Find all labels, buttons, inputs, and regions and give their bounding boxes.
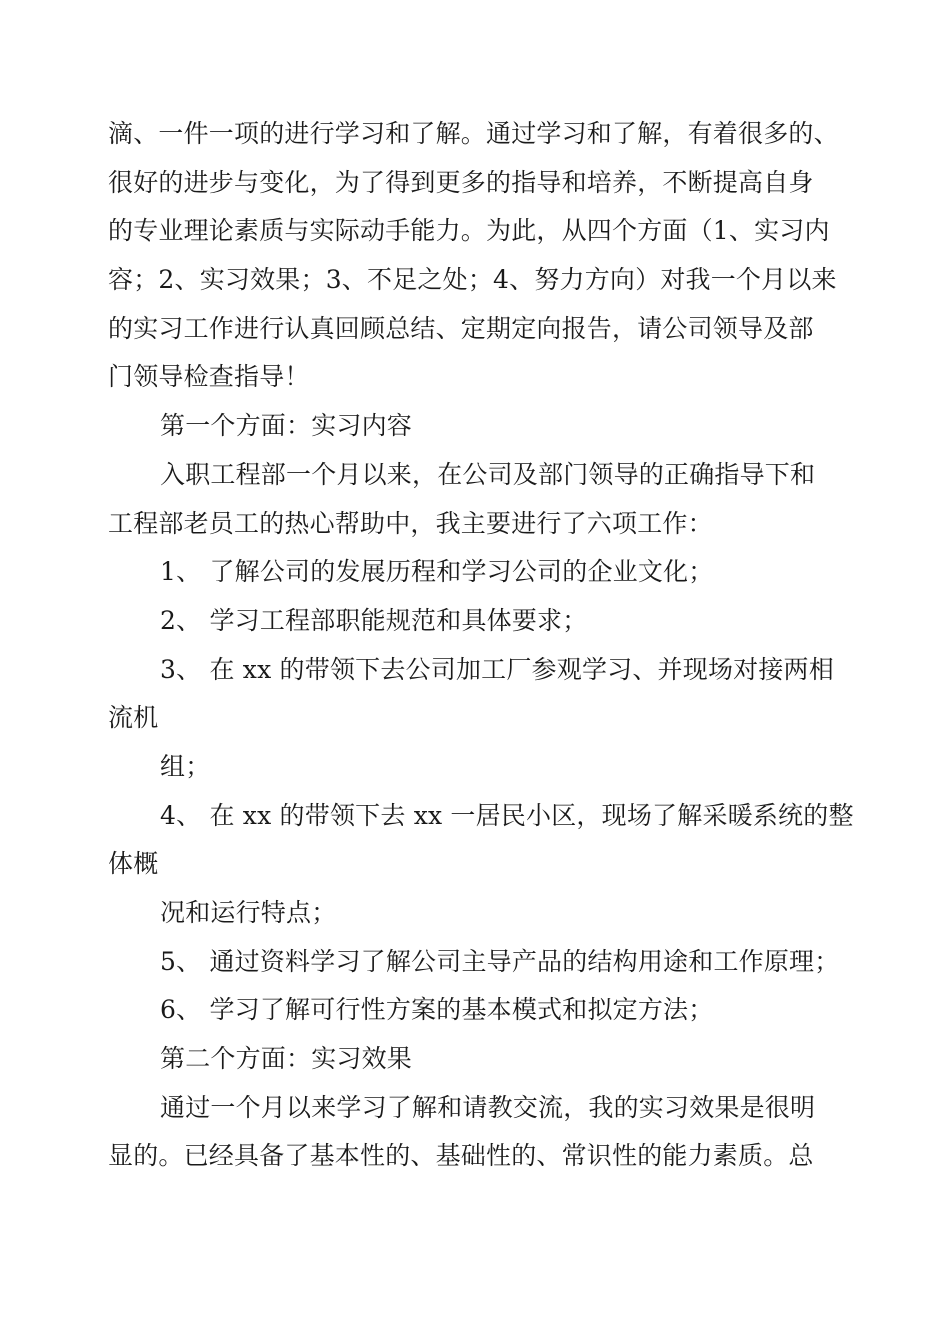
text-line: 滴、一件一项的进行学习和了解。通过学习和了解，有着很多的、 xyxy=(108,119,839,148)
text-line: 6、 学习了解可行性方案的基本模式和拟定方法； xyxy=(160,995,714,1025)
text-line: 流机 xyxy=(108,703,159,733)
text-line: 容；2、实习效果；3、不足之处；4、努力方向）对我一个月以来 xyxy=(108,265,837,295)
text-line: 工程部老员工的热心帮助中，我主要进行了六项工作： xyxy=(108,508,713,538)
text-line: 1、 了解公司的发展历程和学习公司的企业文化； xyxy=(160,557,714,587)
text-line: 5、 通过资料学习了解公司主导产品的结构用途和工作原理； xyxy=(160,946,840,976)
text-line: 门领导检查指导！ xyxy=(108,362,310,392)
text-line: 的专业理论素质与实际动手能力。为此，从四个方面（1、实习内 xyxy=(108,216,830,246)
text-line: 入职工程部一个月以来，在公司及部门领导的正确指导下和 xyxy=(160,459,816,489)
text-line: 显的。已经具备了基本性的、基础性的、常识性的能力素质。总 xyxy=(108,1141,814,1171)
text-line: 3、 在 xx 的带领下去公司加工厂参观学习、并现场对接两相 xyxy=(160,654,834,684)
text-line: 况和运行特点； xyxy=(160,898,337,927)
text-line: 很好的进步与变化，为了得到更多的指导和培养，不断提高自身 xyxy=(108,167,814,197)
text-line: 通过一个月以来学习了解和请教交流，我的实习效果是很明 xyxy=(160,1092,816,1122)
text-line: 组； xyxy=(160,751,211,781)
text-line: 2、 学习工程部职能规范和具体要求； xyxy=(160,605,588,635)
text-line: 的实习工作进行认真回顾总结、定期定向报告，请公司领导及部 xyxy=(108,313,814,343)
text-line: 第一个方面：实习内容 xyxy=(160,411,413,441)
text-line: 体概 xyxy=(108,849,159,879)
text-line: 4、 在 xx 的带领下去 xx 一居民小区，现场了解采暖系统的整 xyxy=(160,800,854,830)
document-body xyxy=(108,110,928,1181)
text-line: 第二个方面：实习效果 xyxy=(160,1044,413,1074)
